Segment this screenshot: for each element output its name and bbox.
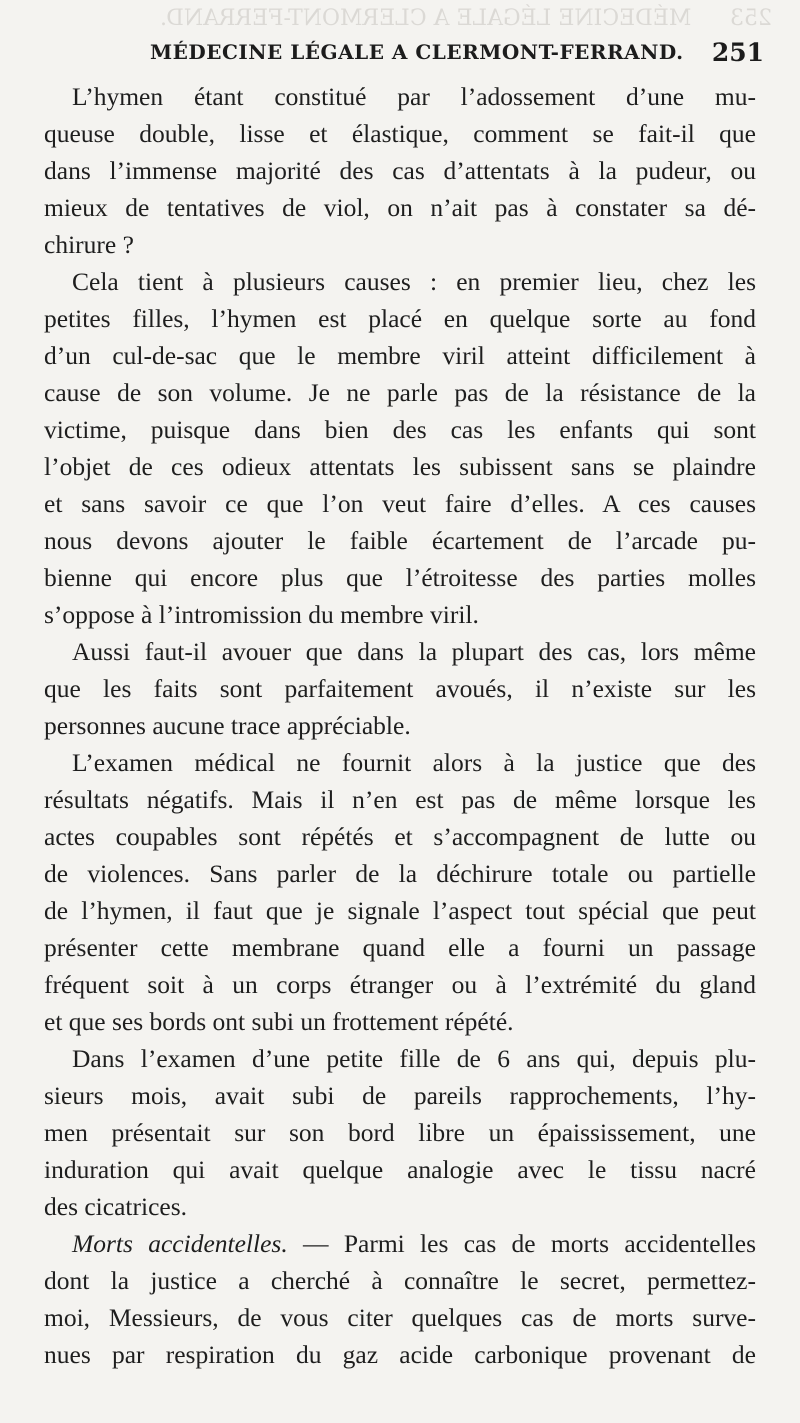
text-line: Dans l’examen d’une petite fille de 6 ans qui, depuis plu- [72, 1044, 756, 1073]
text-line: Cela tient à plusieurs causes : en premier lieu, chez les [72, 267, 756, 296]
text-line: mieux de tentatives de viol, on n’ait pas à constater sa dé- [44, 193, 756, 222]
text-line: d’un cul-de-sac que le membre viril atteint difficilement à [44, 341, 756, 370]
bleed-through-title: MÉDECINE LÉGALE A CLERMONT-FERRAND. [160, 6, 692, 31]
text-line: de violences. Sans parler de la déchirure totale ou partielle [44, 859, 756, 888]
section-heading: Morts accidentelles. [72, 1229, 288, 1258]
text-line: queuse double, lisse et élastique, comment se fait-il que [44, 119, 756, 148]
text-line: résultats négatifs. Mais il n’en est pas de même lorsque les [44, 785, 756, 814]
text-line: moi, Messieurs, de vous citer quelques cas de morts surve- [44, 1303, 756, 1332]
text-line: nous devons ajouter le faible écartement de l’arcade pu- [44, 526, 756, 555]
text-line: chirure ? [44, 230, 134, 259]
text-line: sieurs mois, avait subi de pareils rapprochements, l’hy- [44, 1081, 756, 1110]
text-line: petites filles, l’hymen est placé en quelque sorte au fond [44, 304, 756, 333]
paragraph-1 [44, 78, 756, 263]
text-line: dont la justice a cherché à connaître le secret, permettez- [44, 1266, 756, 1295]
text-line-with-heading [44, 1225, 756, 1262]
text-line: personnes aucune trace appréciable. [44, 711, 411, 740]
text-line: s’oppose à l’intromission du membre viril. [44, 600, 479, 629]
text-line: présenter cette membrane quand elle a fourni un passage [44, 933, 756, 962]
text-line: L’hymen étant constitué par l’adossement d’une mu- [72, 82, 756, 111]
text-line: et sans savoir ce que l’on veut faire d’elles. A ces causes [44, 489, 756, 518]
text-line: de l’hymen, il faut que je signale l’aspect tout spécial que peut [44, 896, 756, 925]
page-number: 251 [711, 38, 764, 67]
text-fragment: — Parmi les cas de morts accidentelles [287, 1229, 757, 1258]
text-line: victime, puisque dans bien des cas les enfants qui sont [44, 415, 756, 444]
text-line: L’examen médical ne fournit alors à la justice que des [72, 748, 756, 777]
text-line: actes coupables sont répétés et s’accompagnent de lutte ou [44, 822, 756, 851]
text-line: Aussi faut-il avouer que dans la plupart des cas, lors même [72, 637, 756, 666]
running-title: MÉDECINE LÉGALE A CLERMONT-FERRAND. [150, 40, 684, 64]
text-line: fréquent soit à un corps étranger ou à l’extrémité du gland [44, 970, 756, 999]
text-line: l’objet de ces odieux attentats les subissent sans se plaindre [44, 452, 756, 481]
text-line: nues par respiration du gaz acide carbonique provenant de [44, 1340, 756, 1369]
text-line: bienne qui encore plus que l’étroitesse des parties molles [44, 563, 756, 592]
paragraph-5 [44, 1040, 756, 1225]
paragraph-4 [44, 744, 756, 1040]
text-line: cause de son volume. Je ne parle pas de la résistance de la [44, 378, 756, 407]
text-line: dans l’immense majorité des cas d’attentats à la pudeur, ou [44, 156, 756, 185]
paragraph-3 [44, 633, 756, 744]
text-line: men présentait sur son bord libre un épaississement, une [44, 1118, 756, 1147]
body-text [44, 78, 756, 1373]
text-line: des cicatrices. [44, 1192, 188, 1221]
text-line: que les faits sont parfaitement avoués, il n’existe sur les [44, 674, 756, 703]
paragraph-6 [44, 1225, 756, 1373]
text-line: induration qui avait quelque analogie avec le tissu nacré [44, 1155, 756, 1184]
page-header [150, 38, 770, 74]
paragraph-2 [44, 263, 756, 633]
bleed-through-page-number: 253 [730, 6, 772, 31]
text-line: et que ses bords ont subi un frottement répété. [44, 1007, 514, 1036]
